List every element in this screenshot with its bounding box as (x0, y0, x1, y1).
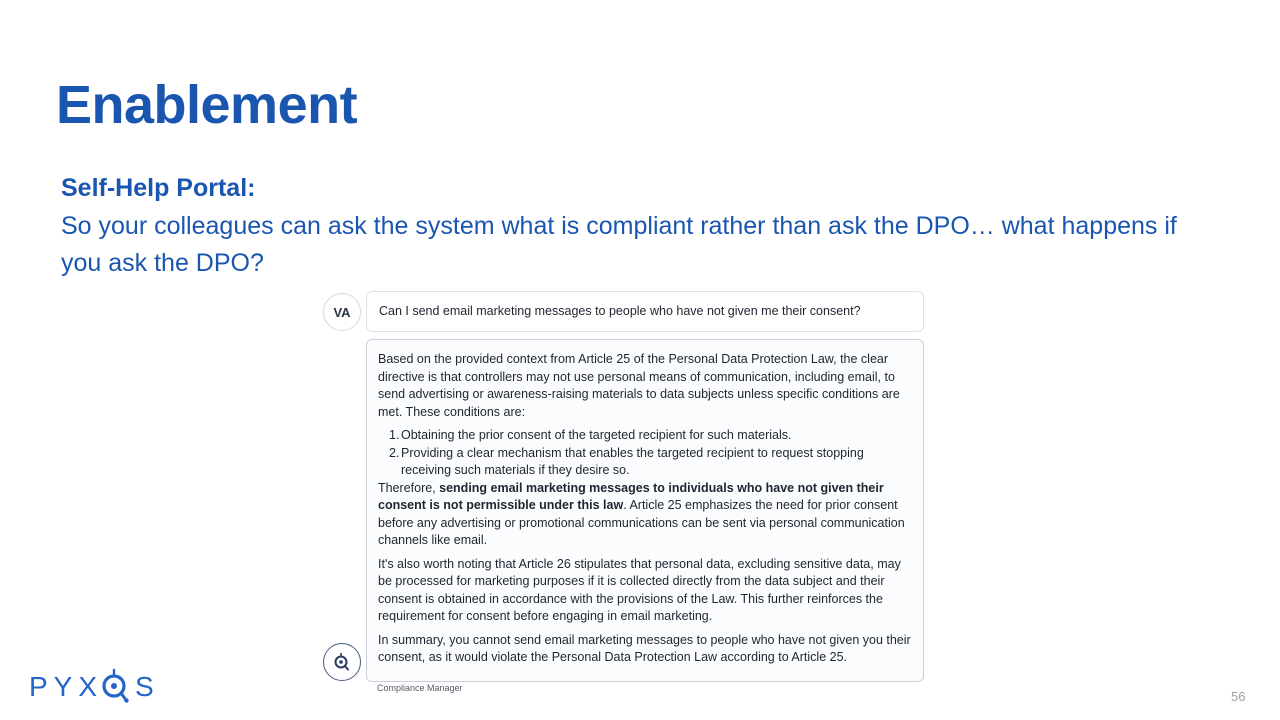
condition-item: 1. Obtaining the prior consent of the targeted recipient for such materials. (389, 428, 792, 442)
answer-intro: Based on the provided context from Article 25 of the Personal Data Protection Law, the clear directive is that controllers may not use personal means of communication, including email, to send advertising or awareness-raising materials to data subjects unless specific conditions are met. These conditions are: (378, 352, 900, 419)
answer-summary: In summary, you cannot send email marketing messages to people who have not given you their consent, as it would violate the Personal Data Protection Law according to Article 25. (378, 632, 911, 664)
slide-lead-text: So your colleagues can ask the system what is compliant rather than ask the DPO… what happens if you ask the DPO? (61, 212, 1177, 277)
bot-caption: Compliance Manager (377, 683, 463, 693)
slide-title: Enablement (56, 75, 358, 135)
assistant-answer-bubble (366, 339, 924, 682)
pyxos-logo: PYX S (29, 671, 160, 702)
condition-item: 2. Providing a clear mechanism that enables the targeted recipient to request stopping receiving such materials if they desire so. (389, 445, 864, 477)
answer-article26: It's also worth noting that Article 26 stipulates that personal data, excluding sensitive data, may be processed for marketing purposes if it is collected directly from the data subject and their consent is obtained in accordance with the provisions of the Law. This further reinforces the requirement for consent before engaging in email marketing. (378, 556, 901, 623)
conditions-list (378, 427, 912, 480)
user-avatar: VA (323, 293, 361, 331)
user-question-bubble (366, 291, 924, 332)
page-number: 56 (1231, 689, 1246, 704)
slide-subtitle: Self-Help Portal: (61, 174, 256, 202)
compliance-manager-icon (323, 643, 361, 681)
answer-therefore: Therefore, sending email marketing messages to individuals who have not given their consent is not permissible under this law. Article 25 emphasizes the need for prior consent before any advertising or promotional communications can be sent via personal communication channels like email. (378, 480, 905, 547)
user-question-text: Can I send email marketing messages to people who have not given me their consent? (379, 304, 861, 318)
magnifier-o-icon (103, 674, 129, 700)
